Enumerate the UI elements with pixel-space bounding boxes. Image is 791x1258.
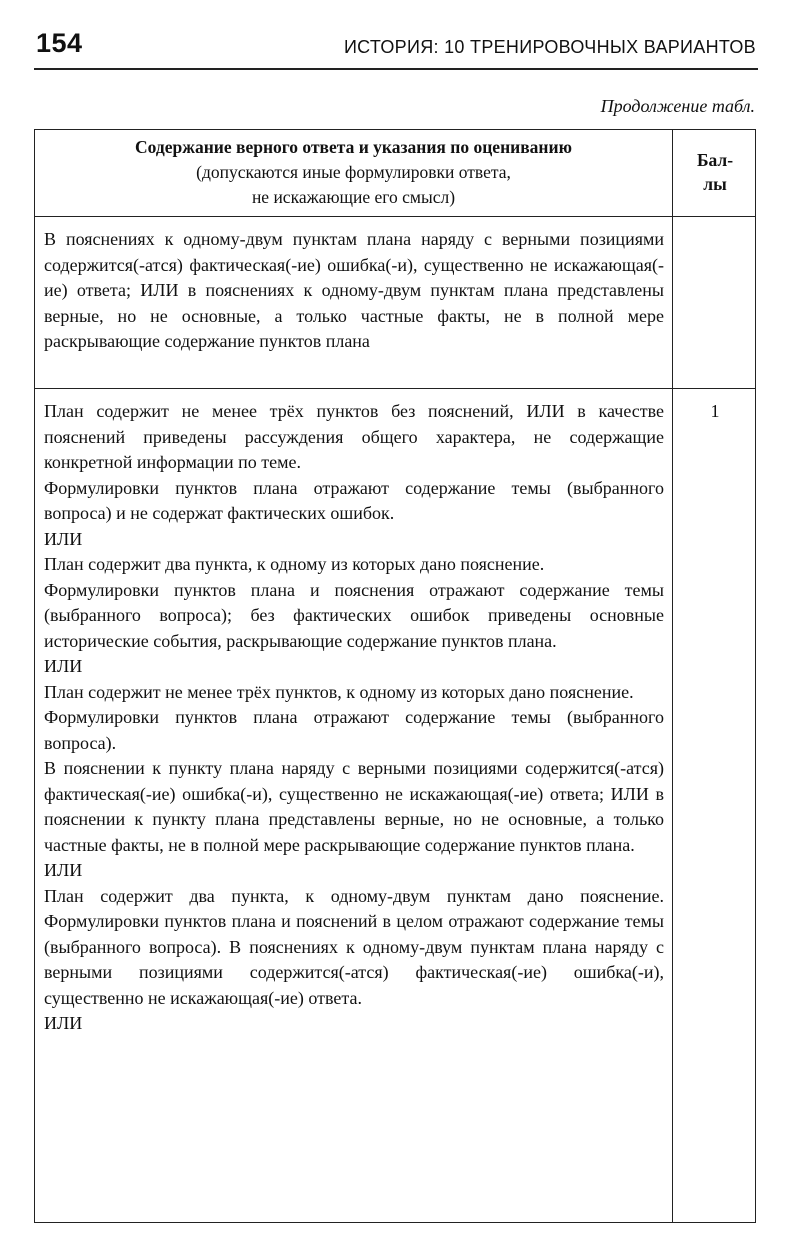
column-header-note-line1: (допускаются иные формулировки ответа, <box>196 162 511 182</box>
column-divider <box>672 130 673 1222</box>
header-row-divider <box>35 216 755 217</box>
row2-or-separator: ИЛИ <box>44 860 83 880</box>
row-divider <box>35 388 755 389</box>
column-header-title: Содержание верного ответа и указания по оцениванию <box>135 137 572 157</box>
row2-paragraph: План содержит два пункта, к одному из которых дано пояснение. <box>44 554 545 574</box>
row2-paragraph: План содержит два пункта, к одному-двум пунктам дано пояснение. Формулировки пунктов плана и пояснений в целом отражают содержание темы (выбранного вопроса). В пояснениях к одному-двум пунктам плана наряду с верными позициями содержится(-атся) фактическая(-ие) ошибка(-и), существенно не искажающая(-ие) ответа. <box>44 885 664 1008</box>
row2-paragraph: Формулировки пунктов плана и пояснения отражают содержание темы (выбранного вопроса); без фактических ошибок приведены основные исторические события, раскрывающие содержание пунктов плана. <box>44 579 664 651</box>
row2-paragraph: План содержит не менее трёх пунктов без пояснений, ИЛИ в качестве пояснений приведены рассуждения общего характера, не содержащие конкретной информации по теме. <box>44 401 664 472</box>
column-header-score <box>677 148 753 196</box>
running-head: ИСТОРИЯ: 10 ТРЕНИРОВОЧНЫХ ВАРИАНТОВ <box>343 37 756 57</box>
row2-paragraph: Формулировки пунктов плана отражают содержание темы (выбранного вопроса). <box>44 707 664 753</box>
row1-criteria-text <box>44 227 664 355</box>
row2-criteria-text <box>44 399 664 1037</box>
row2-or-separator: ИЛИ <box>44 1013 83 1033</box>
row2-paragraph: В пояснении к пункту плана наряду с верными позициями содержится(-атся) фактическая(-ие) ошибка(-и), существенно не искажающая(-ие) ответа; ИЛИ в пояснении к пункту плана представлены верные, но не основные, а только частные факты, не в полной мере раскрывающие содержание пунктов плана. <box>44 758 664 855</box>
table-continuation-label: Продолжение табл. <box>600 96 755 116</box>
row2-or-separator: ИЛИ <box>44 656 83 676</box>
grading-table <box>34 129 756 1223</box>
row2-or-separator: ИЛИ <box>44 528 83 549</box>
column-header-content <box>41 135 666 210</box>
column-header-score-line2: лы <box>703 174 727 194</box>
page-header <box>34 28 758 70</box>
row2-score: 1 <box>710 401 720 421</box>
column-header-note-line2: не искажающие его смысл) <box>251 187 456 207</box>
page-number: 154 <box>36 28 83 58</box>
row2-paragraph: План содержит не менее трёх пунктов, к одному из которых дано пояснение. <box>44 681 634 702</box>
row2-paragraph: Формулировки пунктов плана отражают содержание темы (выбранного вопроса) и не содержат фактических ошибок. <box>44 477 664 523</box>
column-header-score-line1: Бал- <box>696 150 734 170</box>
row1-paragraph: В пояснениях к одному-двум пунктам плана наряду с верными позициями содержится(-атся) фактическая(-ие) ошибка(-и), существенно не искажающая(-ие) ответа; ИЛИ в пояснениях к одному-двум пунктам плана представлены верные, но не основные, а только частные факты, не в полной мере раскрывающие содержание пунктов плана <box>44 229 664 351</box>
